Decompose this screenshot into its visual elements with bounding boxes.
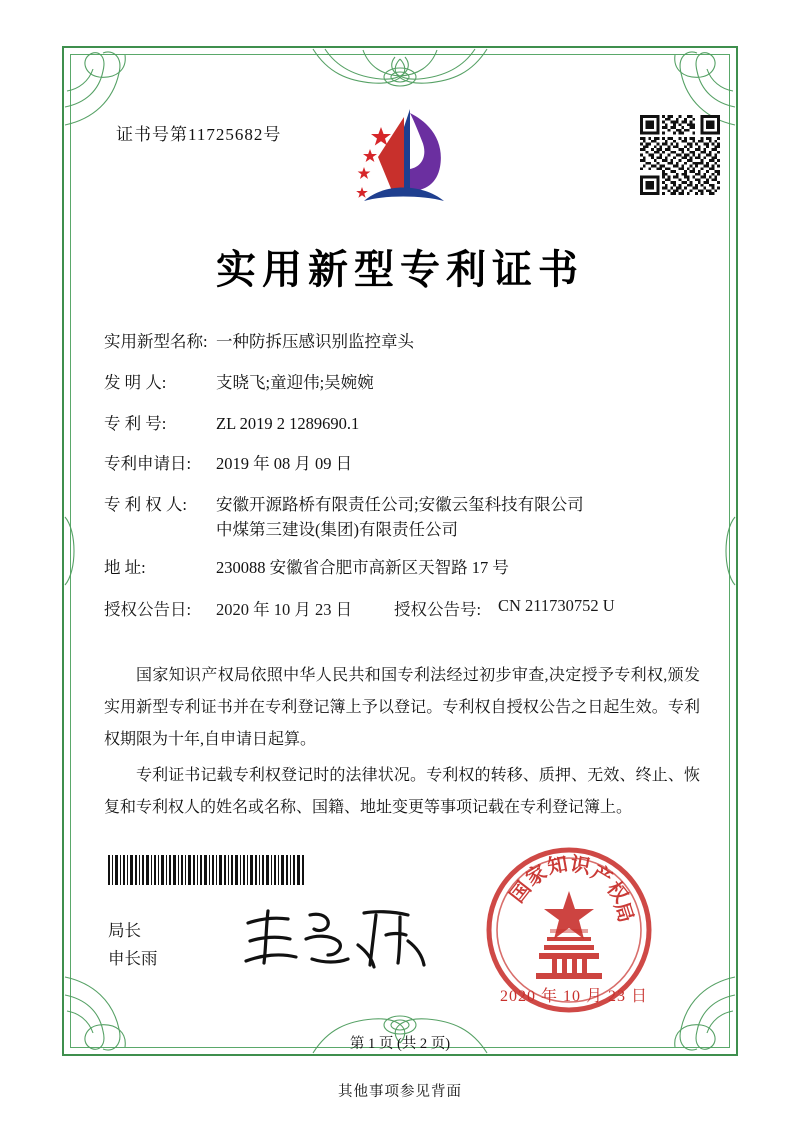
svg-text:局: 局: [609, 899, 637, 926]
certificate-fields: [104, 330, 704, 636]
field-label-name: 实用新型名称:: [104, 332, 208, 351]
field-grant-row: [104, 596, 704, 620]
legal-text-block: [104, 660, 700, 828]
barcode-icon: [108, 855, 304, 885]
signature-block: [108, 917, 158, 973]
field-inventor: [104, 371, 704, 396]
field-label-address: 地 址:: [104, 557, 146, 577]
field-patentee: [104, 493, 704, 543]
footer-note: 其他事项参见背面: [338, 1084, 462, 1100]
cnipa-emblem-icon: [348, 105, 458, 220]
page-number: 第 1 页 (共 2 页): [349, 1036, 451, 1052]
svg-text:国: 国: [506, 877, 536, 908]
field-value-patentee-line2: 中煤第三建设(集团)有限责任公司: [216, 519, 458, 539]
handwritten-signature-icon: [240, 905, 430, 975]
field-value-address: 230088 安徽省合肥市高新区天智路 17 号: [216, 557, 509, 577]
field-label-patent-number: 专 利 号:: [104, 413, 167, 433]
field-address: [104, 556, 704, 581]
office-holder-name: 申长雨: [108, 949, 158, 969]
legal-paragraph-1: 国家知识产权局依照中华人民共和国专利法经过初步审查,决定授予专利权,颁发实用新型专利证书并在专利登记簿上予以登记。专利权自授权公告之日起生效。专利权期限为十年,自申请日起算。: [104, 667, 700, 748]
field-value-name: 一种防拆压感识别监控章头: [216, 332, 414, 351]
field-value-patentee: [216, 493, 704, 543]
field-value-patent-number: ZL 2019 2 1289690.1: [216, 413, 360, 433]
field-value-grant-number: CN 211730752 U: [498, 596, 615, 616]
seal-date: 2020 年 10 月 23 日: [500, 988, 649, 1005]
svg-text:权: 权: [602, 877, 632, 908]
svg-text:家: 家: [522, 861, 551, 891]
field-label-application-date: 专利申请日:: [104, 454, 192, 474]
field-label-grant-date: 授权公告日:: [104, 600, 192, 620]
svg-text:识: 识: [568, 853, 593, 879]
field-label-patentee: 专 利 权 人:: [104, 495, 187, 514]
qr-code-icon: [640, 115, 720, 195]
field-label-grant-number: 授权公告号:: [394, 600, 482, 620]
legal-paragraph-2: 专利证书记载专利权登记时的法律状况。专利权的转移、质押、无效、终止、恢复和专利权人的姓名或名称、国籍、地址变更等事项记载在专利登记簿上。: [104, 767, 700, 816]
page-title: 实用新型专利证书: [216, 247, 584, 292]
field-label-inventor: 发 明 人:: [104, 372, 167, 392]
svg-text:知: 知: [545, 853, 570, 879]
field-value-application-date: 2019 年 08 月 09 日: [216, 454, 353, 474]
field-value-patentee-line1: 安徽开源路桥有限责任公司;安徽云玺科技有限公司: [216, 495, 584, 514]
office-label: 局长: [108, 921, 141, 940]
field-utility-model-name: [104, 330, 704, 355]
field-application-date: [104, 452, 704, 477]
certificate-number: 证书号第11725682号: [116, 125, 282, 144]
svg-text:产: 产: [587, 861, 616, 891]
field-value-inventor: 支晓飞;童迎伟;吴婉婉: [216, 372, 374, 392]
field-patent-number: [104, 412, 704, 437]
field-value-grant-date: 2020 年 10 月 23 日: [216, 600, 353, 620]
